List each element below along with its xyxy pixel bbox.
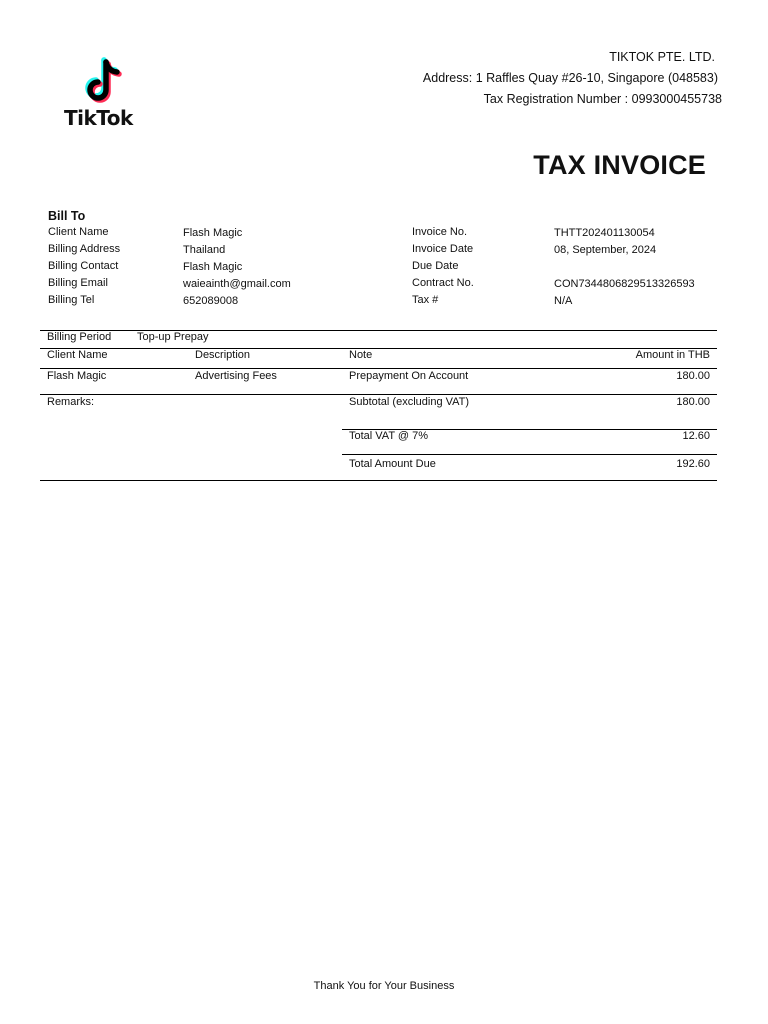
table-header-client-name: Client Name	[47, 349, 108, 361]
table-bottom-rule	[40, 480, 717, 481]
company-tax-number: Tax Registration Number : 0993000455738	[483, 92, 722, 106]
subtotal-label: Subtotal (excluding VAT)	[349, 396, 470, 408]
row-client-name: Flash Magic	[47, 370, 107, 382]
total-value: 192.60	[676, 458, 710, 470]
invoice-date-value: 08, September, 2024	[554, 244, 657, 256]
contract-no-label: Contract No.	[412, 277, 474, 289]
remarks-label: Remarks:	[47, 396, 95, 408]
tax-number-value: N/A	[554, 295, 573, 307]
table-header-note: Note	[349, 349, 373, 361]
billing-period-value: Top-up Prepay	[137, 331, 209, 343]
rows-bottom-rule	[40, 394, 717, 395]
client-name-label: Client Name	[48, 226, 109, 238]
subtotal-value: 180.00	[676, 396, 710, 408]
billing-address-value: Thailand	[183, 244, 226, 256]
table-header-description: Description	[195, 349, 251, 361]
billing-tel-label: Billing Tel	[48, 294, 95, 306]
header-bottom-rule	[40, 368, 717, 369]
tiktok-note-icon	[80, 56, 126, 106]
tiktok-logo	[62, 56, 144, 132]
row-note: Prepayment On Account	[349, 370, 469, 382]
billing-email-value: waieainth@gmail.com	[183, 278, 291, 290]
vat-label: Total VAT @ 7%	[349, 430, 429, 442]
billing-contact-value: Flash Magic	[183, 261, 243, 273]
tax-number-label: Tax #	[412, 294, 439, 306]
vat-rule	[342, 454, 717, 455]
table-header-amount: Amount in THB	[635, 349, 710, 361]
invoice-no-label: Invoice No.	[412, 226, 468, 238]
total-label: Total Amount Due	[349, 458, 436, 470]
company-address: Address: 1 Raffles Quay #26-10, Singapore (048583)	[422, 71, 718, 85]
billing-contact-label: Billing Contact	[48, 260, 119, 272]
header-top-rule	[40, 348, 717, 349]
billing-tel-value: 652089008	[183, 295, 239, 307]
footer-thank-you: Thank You for Your Business	[313, 980, 455, 992]
invoice-no-value: THTT202401130054	[554, 227, 655, 239]
vat-value: 12.60	[682, 430, 710, 442]
billing-email-label: Billing Email	[48, 277, 108, 289]
bill-to-heading: Bill To	[48, 209, 86, 223]
document-title: TAX INVOICE	[533, 150, 706, 180]
billing-period-label: Billing Period	[47, 331, 112, 343]
company-name: TIKTOK PTE. LTD.	[609, 50, 715, 64]
tiktok-wordmark: TikTok	[64, 106, 133, 130]
invoice-date-label: Invoice Date	[412, 243, 474, 255]
billing-address-label: Billing Address	[48, 243, 121, 255]
contract-no-value: CON7344806829513326593	[554, 278, 695, 290]
due-date-label: Due Date	[412, 260, 459, 272]
row-amount: 180.00	[676, 370, 710, 382]
client-name-value: Flash Magic	[183, 227, 243, 239]
row-description: Advertising Fees	[195, 370, 277, 382]
